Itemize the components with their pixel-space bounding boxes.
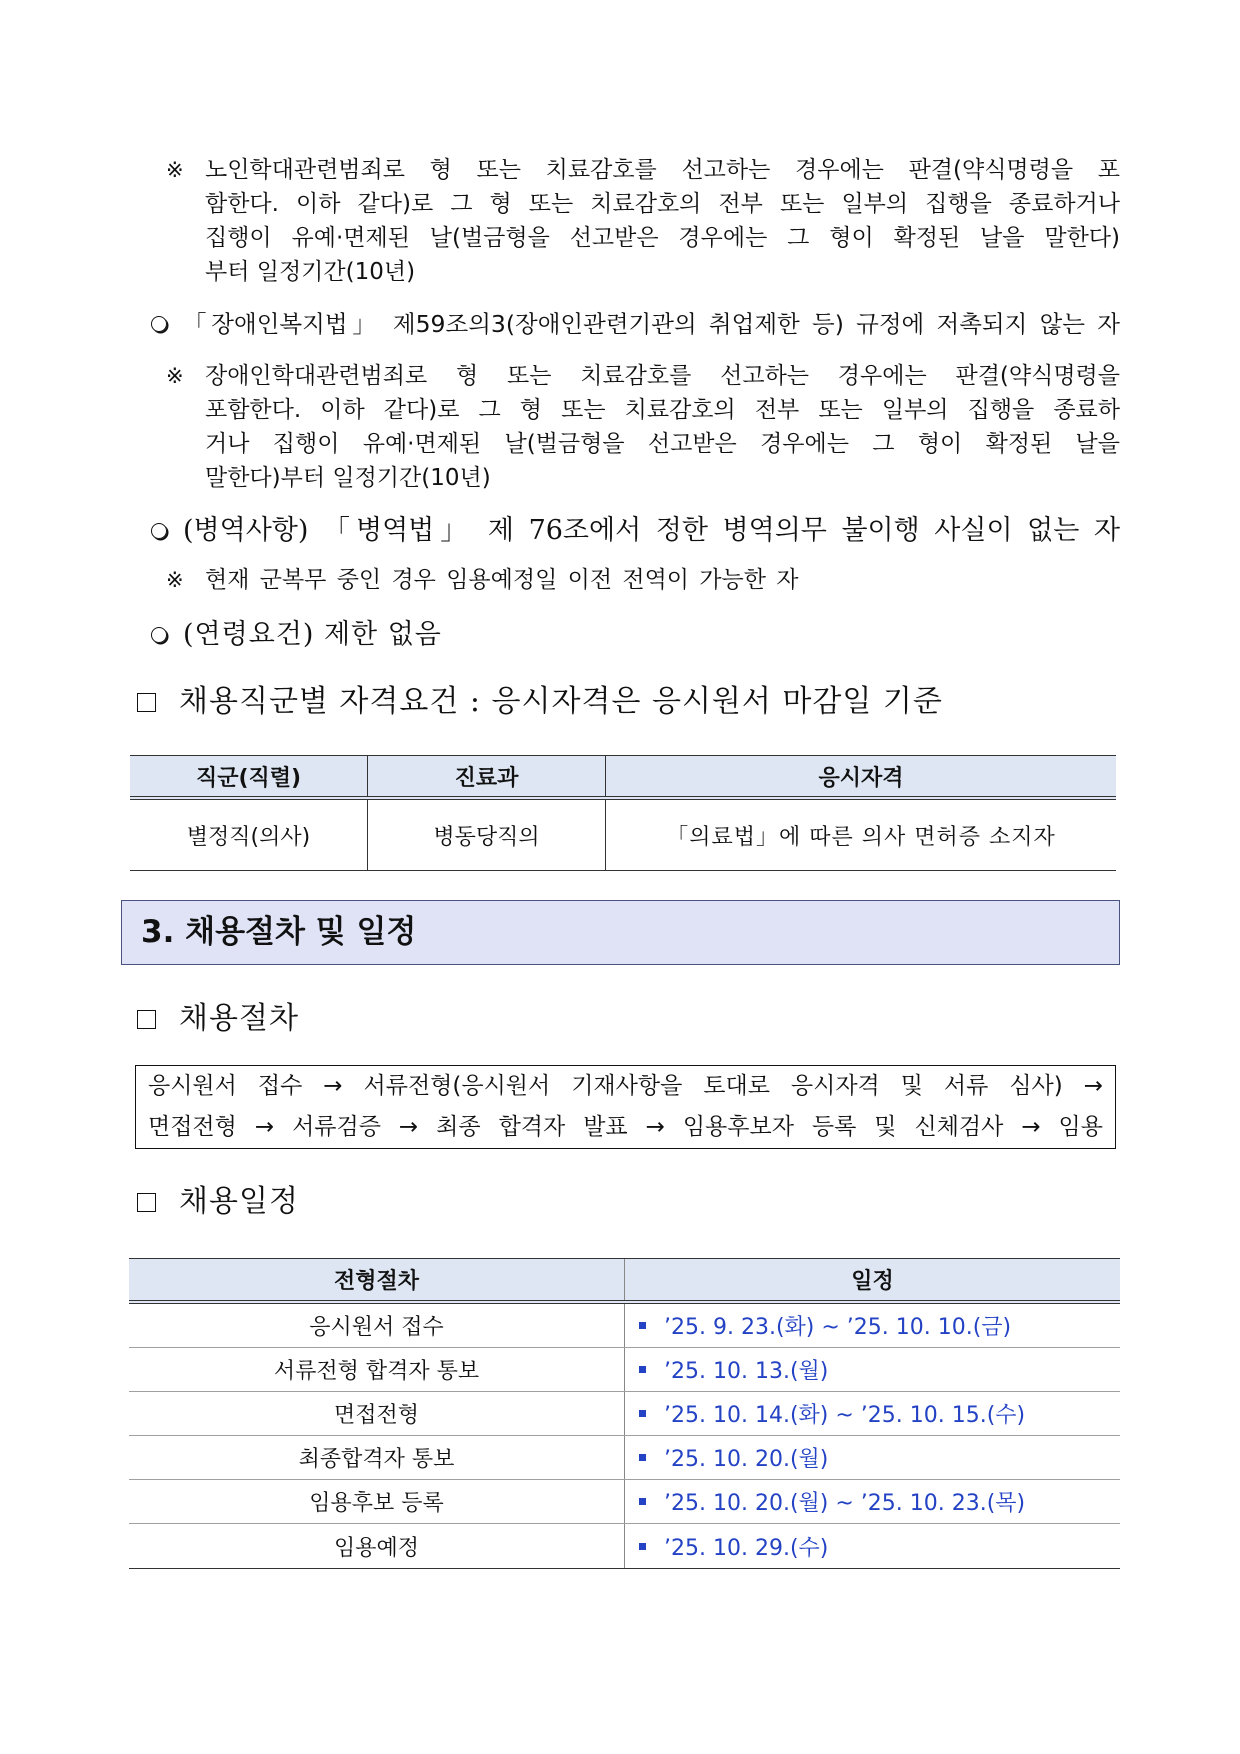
circle-bullet-icon xyxy=(151,316,167,332)
schedule-date: ’25. 10. 29.(수) xyxy=(664,1535,829,1561)
schedule-heading: 채용일정 xyxy=(179,1184,299,1219)
header-cell-department: 진료과 xyxy=(367,756,605,796)
elder-abuse-note xyxy=(205,153,1120,289)
section-title: 3. 채용절차 및 일정 xyxy=(121,900,1120,965)
table-row xyxy=(129,1348,1120,1392)
table-row xyxy=(130,800,1116,870)
note-line: 장애인학대관련범죄로 형 또는 치료감호를 선고하는 경우에는 판결(약식명령을 xyxy=(205,363,1120,389)
header-cell-job-group: 직군(직렬) xyxy=(195,765,302,791)
schedule-stage: 서류전형 합격자 통보 xyxy=(273,1359,480,1384)
note-line: 집행이 유예·면제된 날(벌금형을 선고받은 경우에는 그 형이 확정된 날을 말한다) xyxy=(205,225,1120,251)
small-square-bullet-icon xyxy=(639,1543,646,1550)
square-bullet-icon xyxy=(137,1010,156,1029)
schedule-stage: 최종합격자 통보 xyxy=(298,1447,455,1472)
circle-bullet-icon xyxy=(151,627,167,643)
qualification-cell: 「의료법」에 따른 의사 면허증 소지자 xyxy=(605,800,1116,870)
header-cell-qualification: 응시자격 xyxy=(605,756,1116,796)
header-cell-date: 일정 xyxy=(624,1259,1120,1300)
schedule-table xyxy=(129,1258,1120,1569)
table-row xyxy=(129,1392,1120,1436)
table-row xyxy=(129,1524,1120,1568)
square-bullet-icon xyxy=(137,1193,156,1212)
note-line: 거나 집행이 유예·면제된 날(벌금형을 선고받은 경우에는 그 형이 확정된 날을 xyxy=(205,431,1120,457)
schedule-date: ’25. 10. 13.(월) xyxy=(664,1359,829,1384)
military-service-requirement: (병역사항) 「병역법」 제 76조에서 정한 병역의무 불이행 사실이 없는 자 xyxy=(183,515,1120,546)
procedure-box xyxy=(135,1065,1116,1149)
age-requirement: (연령요건) 제한 없음 xyxy=(183,619,442,650)
circle-bullet-icon xyxy=(151,523,167,539)
procedure-line: 응시원서 접수 → 서류전형(응시원서 기재사항을 토대로 응시자격 및 서류 심사) → xyxy=(148,1073,1103,1099)
military-note xyxy=(205,563,1120,597)
small-square-bullet-icon xyxy=(639,1366,646,1373)
disability-abuse-note xyxy=(205,359,1120,495)
note-line: 말한다)부터 일정기간(10년) xyxy=(205,465,491,491)
schedule-date-cell xyxy=(624,1392,1120,1435)
schedule-date-cell xyxy=(624,1304,1120,1347)
disability-welfare-act-requirement: 「장애인복지법」 제59조의3(장애인관련기관의 취업제한 등) 규정에 저촉되지 않는 자 xyxy=(183,310,1120,338)
table-header-row xyxy=(130,756,1116,800)
schedule-stage: 면접전형 xyxy=(333,1403,419,1428)
schedule-date: ’25. 10. 14.(화) ~ ’25. 10. 15.(수) xyxy=(664,1403,1026,1428)
schedule-stage: 응시원서 접수 xyxy=(309,1315,444,1340)
schedule-date-cell xyxy=(624,1348,1120,1391)
procedure-heading: 채용절차 xyxy=(179,1001,299,1036)
schedule-date-cell xyxy=(624,1436,1120,1479)
note-line: 노인학대관련범죄로 형 또는 치료감호를 선고하는 경우에는 판결(약식명령을 포 xyxy=(205,157,1120,183)
small-square-bullet-icon xyxy=(639,1322,646,1329)
table-row xyxy=(129,1436,1120,1480)
small-square-bullet-icon xyxy=(639,1498,646,1505)
schedule-stage: 임용후보 등록 xyxy=(309,1491,444,1516)
note-line: 현재 군복무 중인 경우 임용예정일 이전 전역이 가능한 자 xyxy=(205,567,799,593)
table-row xyxy=(129,1480,1120,1524)
table-header-row xyxy=(129,1259,1120,1304)
reference-mark: ※ xyxy=(166,158,184,182)
note-line: 부터 일정기간(10년) xyxy=(205,259,416,285)
note-line: 포함한다. 이하 같다)로 그 형 또는 치료감호의 전부 또는 일부의 집행을 종료하 xyxy=(205,397,1120,423)
header-cell-stage: 전형절차 xyxy=(333,1269,419,1294)
schedule-date: ’25. 9. 23.(화) ~ ’25. 10. 10.(금) xyxy=(664,1315,1012,1340)
schedule-date: ’25. 10. 20.(월) xyxy=(664,1447,829,1472)
schedule-date-cell xyxy=(624,1524,1120,1568)
table-row xyxy=(129,1304,1120,1348)
department-cell: 병동당직의 xyxy=(367,800,605,870)
schedule-date-cell xyxy=(624,1480,1120,1523)
schedule-stage: 임용예정 xyxy=(333,1535,419,1561)
job-group-cell: 별정직(의사) xyxy=(186,824,311,850)
schedule-date: ’25. 10. 20.(월) ~ ’25. 10. 23.(목) xyxy=(664,1491,1026,1516)
note-line: 함한다. 이하 같다)로 그 형 또는 치료감호의 전부 또는 일부의 집행을 종료하거나 xyxy=(205,191,1120,217)
job-qualifications-heading: 채용직군별 자격요건 : 응시자격은 응시원서 마감일 기준 xyxy=(179,684,943,719)
procedure-line: 면접전형 → 서류검증 → 최종 합격자 발표 → 임용후보자 등록 및 신체검사 → 임용 xyxy=(148,1114,1103,1140)
small-square-bullet-icon xyxy=(639,1410,646,1417)
square-bullet-icon xyxy=(137,693,156,712)
small-square-bullet-icon xyxy=(639,1454,646,1461)
reference-mark: ※ xyxy=(166,364,184,388)
qualification-table xyxy=(130,755,1116,871)
reference-mark: ※ xyxy=(166,568,184,592)
